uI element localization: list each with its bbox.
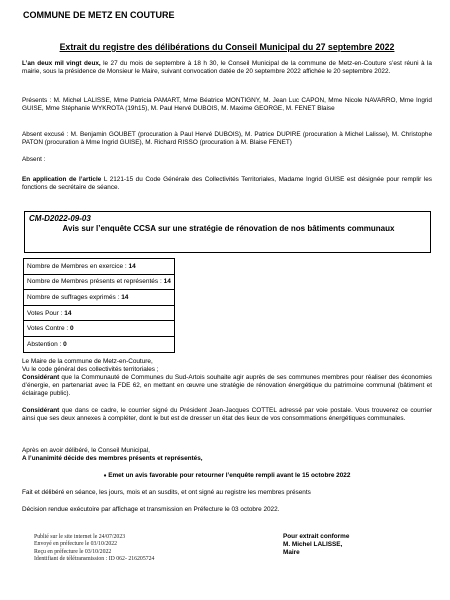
fonction-line: Maire [283,549,300,556]
fait-line: Fait et délibéré en séance, les jours, mois et an susdits, et ont signé au registre les membres présents [22,489,311,496]
application-lead: En application de l’article [22,176,102,183]
table-row [24,259,175,275]
vote-cell [24,290,175,306]
vote-value: 14 [64,309,72,317]
vote-value: 14 [121,293,129,301]
vote-value: 0 [63,340,67,348]
pour-extrait-line: Pour extrait conforme [283,533,350,540]
deliberation-code: CM-D2022-09-03 [29,214,91,223]
unanimite-line: A l’unanimité décide des membres présents et représentés, [22,455,203,462]
considerant-1-text: que la Communauté de Communes du Sud-Artois souhaite agir auprès de ses communes membres pour réaliser des économies d’énergie, en partenariat avec la FDE 62, en mettant en œuvre une stratégie de rénovation énergétique du patrimoine communal (bâtiment et éclairage public). [22,374,432,397]
vote-label: Nombre de suffrages exprimés : [27,293,120,301]
vote-label: Votes Contre : [27,325,69,333]
signataire-line: M. Michel LALISSE, [283,541,343,548]
table-row [24,336,175,352]
considerant-2-paragraph [22,407,432,423]
execution-line: Décision rendue exécutoire par affichage et transmission en Préfecture le 03 octobre 2022. [22,506,280,513]
considerant-2-text: que dans ce cadre, le courrier signé du Président Jean-Jacques COTTEL adressé par voie postale. Vous trouverez ce courrier ainsi que ses deux annexes à compléter, dont le but est de dresser un état des lieux de vos consommations énergétiques communales. [22,407,432,422]
vote-cell [24,336,175,352]
signature-block [283,533,349,557]
intro-text: le 27 du mois de septembre à 18 h 30, le Conseil Municipal de la commune de Metz-en-Couture s’est réuni à la mairie, sous la présidence de Monsieur le Maire, suivant convocation datée de 20 septembre 2022 affichée le 20 septembre 2022. [22,60,432,76]
votes-table [23,258,175,353]
table-row [24,274,175,290]
considerant-1-lead: Considérant [22,374,60,381]
absents-excuses-paragraph: Absent excusé : M. Benjamin GOUBET (procuration à Paul Hervé DUBOIS), M. Patrice DUPIRE (procuration à Michel Lalisse), M. Christophe PATON (procuration à Mme Ingrid GUISE), M. Richard RISSO (procuration à M. Blaise FENET) [22,131,432,147]
vote-value: 14 [128,262,136,270]
vote-cell [24,259,175,275]
table-row [24,305,175,321]
presents-paragraph: Présents : M. Michel LALISSE, Mme Patricia PAMART, Mme Béatrice MONTIGNY, M. Jean Luc CAPON, Mme Nicole NAVARRO, Mme Ingrid GUISE, Mme Stéphanie WYKROTA (19h15), M. Paul Hervé DUBOIS, M. Maxime GEORGE, M. FENET Blaise [22,97,432,113]
table-row [24,321,175,337]
transmission-stamp [34,534,154,563]
vote-value: 0 [70,325,74,333]
vote-label: Votes Pour : [27,309,63,317]
intro-paragraph [22,60,432,76]
decision-text: Emet un avis favorable pour retourner l’enquête rempli avant le 15 octobre 2022 [108,472,351,479]
deliberation-title: Avis sur l’enquête CCSA sur une stratégie de rénovation de nos bâtiments communaux [62,224,395,233]
maire-line: Le Maire de la commune de Metz-en-Couture, [22,358,153,365]
considerant-2-lead: Considérant [22,407,60,414]
table-row [24,290,175,306]
decision-line [22,472,432,479]
vu-line: Vu le code général des collectivités territoriales ; [22,366,159,373]
envoye-line: Envoyé en préfecture le 03/10/2022 [34,541,118,548]
apres-line: Après en avoir délibéré, le Conseil Municipal, [22,447,150,454]
vote-value: 14 [163,278,171,286]
application-paragraph [22,176,432,192]
intro-lead: L’an deux mil vingt deux, [22,60,101,67]
absent-line: Absent : [22,156,46,163]
deliberation-box [24,211,431,253]
vote-cell [24,305,175,321]
identifiant-line: Identifiant de télétransmission : ID 062- 216205724 [34,555,155,562]
commune-heading: COMMUNE DE METZ EN COUTURE [23,10,175,20]
vote-label: Nombre de Membres présents et représentés : [27,278,162,286]
bullet-icon: ♦ [103,473,107,479]
vote-label: Abstention : [27,340,62,348]
publie-line: Publié sur le site internet le 24/07/2023 [34,534,126,540]
extract-title: Extrait du registre des délibérations du Conseil Municipal du 27 septembre 2022 [59,42,395,52]
application-text: L 2121-15 du Code Générale des Collectivités Territoriales, Madame Ingrid GUISE est désignée pour remplir les fonctions de secrétaire de séance. [22,176,432,192]
vote-label: Nombre de Membres en exercice : [27,262,127,270]
considerant-1-paragraph [22,374,432,398]
vote-cell [24,274,175,290]
vote-cell [24,321,175,337]
recu-line: Reçu en préfecture le 03/10/2022 [34,548,112,555]
